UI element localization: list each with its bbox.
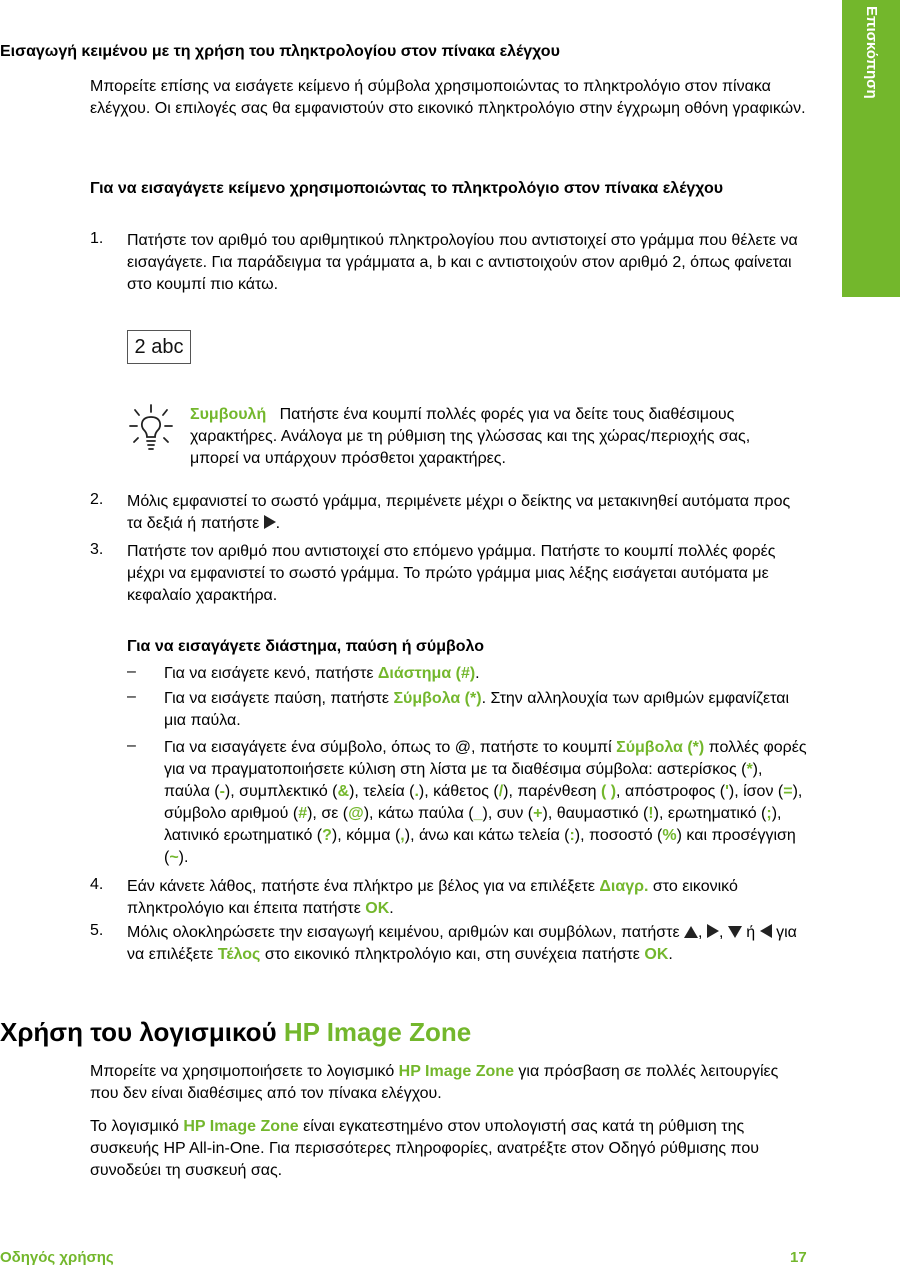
step-2-text-a: Μόλις εμφανιστεί το σωστό γράμμα, περιμένετε μέχρι ο δείκτης να μετακινηθεί αυτόματα προς τα δεξιά ή πατήστε [127, 493, 791, 532]
step-4-text [127, 876, 810, 920]
symbols-key-label: Σύμβολα (*) [616, 739, 705, 756]
symbol-sep: ), ερωτηματικό ( [653, 805, 767, 822]
step-5-text [127, 922, 810, 966]
symbol-sep: ), σύμβολο αριθμού ( [164, 783, 803, 822]
symbols-key-label: Σύμβολα (*) [393, 690, 482, 707]
left-arrow-icon [760, 924, 772, 938]
ok-key-label: OK [644, 946, 669, 963]
symbol-sep: ), άνω και κάτω τελεία ( [404, 827, 570, 844]
product-name: HP Image Zone [398, 1063, 514, 1080]
right-arrow-icon [707, 924, 719, 938]
main-heading-product: HP Image Zone [283, 1017, 472, 1047]
bullet-dash: – [127, 737, 136, 754]
step-4-text-b: στο εικονικό πληκτρολόγιο και έπειτα πατήστε [127, 878, 738, 917]
down-arrow-icon [728, 926, 742, 938]
paragraph-2 [90, 1116, 810, 1182]
symbol-sep: ), παρένθεση [503, 783, 597, 800]
step-number: 5. [90, 922, 104, 939]
section-side-tab [842, 0, 900, 297]
symbol-sep: ), λατινικό ερωτηματικό ( [164, 805, 782, 844]
step-1-text: Πατήστε τον αριθμό του αριθμητικού πληκτρολογίου που αντιστοιχεί στο γράμμα που θέλετε να εισαγάγετε. Για παράδειγμα τα γράμματα a, b και c αντιστοιχούν στον αριθμό 2, όπως φαίνεται στο κουμπί πιο κάτω. [127, 232, 798, 293]
step-5-text-c: στο εικονικό πληκτρολόγιο και, στη συνέχεια πατήστε [264, 946, 640, 963]
up-arrow-icon [684, 926, 698, 938]
step-2-text-b: . [275, 515, 281, 532]
symbol-ampersand: & [337, 783, 350, 800]
step-number: 1. [90, 230, 104, 247]
keypad-button-2abc: 2 abc [127, 330, 191, 364]
symbol-question: ? [322, 827, 332, 844]
section-heading: Εισαγωγή κειμένου με τη χρήση του πληκτρολογίου στον πίνακα ελέγχου [0, 43, 560, 60]
symbol-sep: ), συν ( [482, 805, 534, 822]
delete-key-label: Διαγρ. [599, 878, 649, 895]
step-4-text-a: Εάν κάνετε λάθος, πατήστε ένα πλήκτρο με βέλος για να επιλέξετε [127, 878, 595, 895]
page-number: 17 [790, 1249, 807, 1266]
bullet-dash: – [127, 663, 136, 680]
paragraph-2-text: Το λογισμικό [90, 1118, 179, 1135]
step-5-text-d: . [668, 946, 673, 963]
symbol-sep: ), συμπλεκτικό ( [224, 783, 338, 800]
tip-box [190, 404, 780, 470]
symbol-sep: ), ποσοστό ( [574, 827, 663, 844]
step-2-text [127, 491, 810, 535]
symbol-sep: ), σε ( [307, 805, 349, 822]
symbol-sep: ) και προσέγγιση ( [164, 827, 796, 866]
symbol-percent: % [662, 827, 677, 844]
step-4-text-c: . [389, 900, 394, 917]
symbol-sep: ), τελεία ( [349, 783, 415, 800]
done-key-label: Τέλος [217, 946, 261, 963]
bullet-pause-text: Για να εισάγετε παύση, πατήστε [164, 690, 389, 707]
intro-paragraph: Μπορείτε επίσης να εισάγετε κείμενο ή σύμβολα χρησιμοποιώντας το πληκτρολόγιο στον πίνακα ελέγχου. Οι επιλογές σας θα εμφανιστούν στο εικονικό πληκτρολόγιο στην έγχρωμη οθόνη γραφικών. [90, 78, 806, 117]
subsection-title: Για να εισαγάγετε διάστημα, παύση ή σύμβολο [127, 638, 484, 655]
comma: , [698, 924, 703, 941]
paragraph-2-text: είναι εγκατεστημένο στον υπολογιστή σας κατά τη ρύθμιση της συσκευής HP All-in-One. Για περισσότερες πληροφορίες, ανατρέξτε στον Οδηγό ρύθμισης που συνοδεύει τη συσκευή σας. [90, 1118, 759, 1179]
symbol-sep: ). [178, 849, 189, 866]
symbol-asterisk: * [746, 761, 753, 778]
symbol-apostrophe: ' [725, 783, 729, 800]
bullet-symbols-text: Για να εισαγάγετε ένα σύμβολο, όπως το @, πατήστε το κουμπί [164, 739, 612, 756]
bullet-space-end: . [475, 665, 480, 682]
footer-title: Οδηγός χρήσης [0, 1249, 114, 1266]
paragraph-1-text: για πρόσβαση σε πολλές λειτουργίες που δεν είναι διαθέσιμες από τον πίνακα ελέγχου. [90, 1063, 779, 1102]
step-number: 4. [90, 876, 104, 893]
bullet-symbols [164, 737, 810, 869]
bullet-dash: – [127, 688, 136, 705]
step-5-text-b: για να επιλέξετε [127, 924, 797, 963]
symbol-sep: ), θαυμαστικό ( [542, 805, 649, 822]
bullet-space-text: Για να εισάγετε κενό, πατήστε [164, 665, 374, 682]
symbol-equals: = [783, 783, 793, 800]
symbol-semicolon: ; [766, 805, 772, 822]
symbol-sep: ), κόμμα ( [331, 827, 401, 844]
bullet-pause-end: . Στην αλληλουχία των αριθμών εμφανίζεται μια παύλα. [164, 690, 790, 729]
symbol-slash: / [498, 783, 504, 800]
symbol-sep: ), κάτω παύλα ( [363, 805, 474, 822]
main-heading [0, 1017, 830, 1048]
ok-key-label: OK [365, 900, 390, 917]
main-heading-text: Χρήση του λογισμικού [0, 1017, 277, 1047]
space-key-label: Διάστημα (#) [377, 665, 476, 682]
product-name: HP Image Zone [183, 1118, 299, 1135]
symbol-exclamation: ! [648, 805, 654, 822]
tip-label: Συμβουλή [190, 406, 267, 423]
symbol-sep: ), ίσον ( [728, 783, 784, 800]
bullet-pause [164, 688, 810, 732]
symbol-plus: + [533, 805, 543, 822]
paragraph-1-text: Μπορείτε να χρησιμοποιήσετε το λογισμικό [90, 1063, 395, 1080]
symbol-underscore: _ [473, 805, 483, 822]
bullet-space [164, 663, 810, 685]
right-arrow-icon [264, 515, 276, 529]
symbol-comma: , [400, 827, 405, 844]
step-3-text: Πατήστε τον αριθμό που αντιστοιχεί στο επόμενο γράμμα. Πατήστε το κουμπί πολλές φορές μέχρι να εμφανιστεί το σωστό γράμμα. Το πρώτο γράμμα μιας λέξης εισάγεται αυτόματα με κεφαλαίο χαρακτήρα. [127, 543, 776, 604]
symbol-hash: # [298, 805, 308, 822]
step-5-text-a: Μόλις ολοκληρώσετε την εισαγωγή κειμένου, αριθμών και συμβόλων, πατήστε [127, 924, 680, 941]
symbol-at: @ [348, 805, 364, 822]
symbol-period: . [414, 783, 419, 800]
bullet-symbols-text: πολλές φορές για να πραγματοποιήσετε κύλιση στη λίστα με τα διαθέσιμα σύμβολα: αστερίσκος ( [164, 739, 807, 778]
symbol-colon: : [569, 827, 575, 844]
tip-text: Πατήστε ένα κουμπί πολλές φορές για να δείτε τους διαθέσιμους χαρακτήρες. Ανάλογα με τη ρύθμιση της γλώσσας και της χώρας/περιοχής σας, μπορεί να υπάρχουν πρόσθετοι χαρακτήρες. [190, 406, 751, 467]
side-tab-label: Επισκόπηση [863, 6, 880, 99]
symbol-parentheses: ( ) [600, 783, 617, 800]
comma: , [718, 924, 724, 941]
symbol-dash: - [219, 783, 225, 800]
lightbulb-icon [127, 402, 175, 454]
symbol-tilde: ~ [169, 849, 179, 866]
paragraph-1 [90, 1061, 810, 1105]
step-number: 3. [90, 541, 104, 558]
step-number: 2. [90, 491, 104, 508]
symbol-sep: , απόστροφος ( [616, 783, 726, 800]
procedure-title: Για να εισαγάγετε κείμενο χρησιμοποιώντας το πληκτρολόγιο στον πίνακα ελέγχου [90, 180, 724, 197]
symbol-sep: ), κάθετος ( [418, 783, 499, 800]
or-text: ή [746, 924, 756, 941]
symbol-sep: ), παύλα ( [164, 761, 763, 800]
